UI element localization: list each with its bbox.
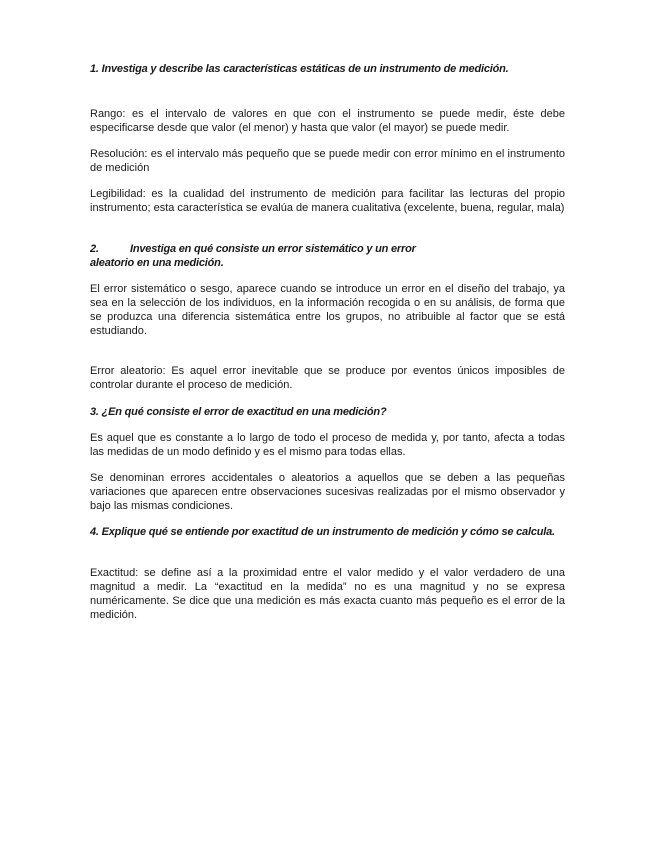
heading-4: 4. Explique qué se entiende por exactitud de un instrumento de medición y cómo se calcula. (90, 526, 555, 538)
paragraph-resolucion: Resolución: es el intervalo más pequeño que se puede medir con error mínimo en el instrumento de medición (90, 148, 565, 174)
paragraph-error-aleatorio: Error aleatorio: Es aquel error inevitable que se produce por eventos únicos imposibles de controlar durante el proceso de medición. (90, 365, 565, 391)
heading-2-line-2: aleatorio en una medición. (90, 257, 224, 269)
heading-2-number: 2. (90, 243, 99, 255)
paragraph-legibilidad: Legibilidad: es la cualidad del instrumento de medición para facilitar las lecturas del propio instrumento; esta característica se evalúa de manera cualitativa (excelente, buena, regular, mala) (90, 188, 565, 214)
heading-3: 3. ¿En qué consiste el error de exactitud en una medición? (90, 406, 387, 418)
paragraph-rango: Rango: es el intervalo de valores en que con el instrumento se puede medir, éste debe especificarse desde que valor (el menor) y hasta que valor (el mayor) se puede medir. (90, 108, 565, 134)
heading-1: 1. Investiga y describe las características estáticas de un instrumento de medición. (90, 63, 509, 75)
heading-2 (90, 242, 565, 270)
paragraph-error-sistematico: El error sistemático o sesgo, aparece cuando se introduce un error en el diseño del trabajo, ya sea en la selección de los individuos, en la información recogida o en su análisis, de forma que se produzca una diferencia sistemática entre los grupos, no atribuible al factor que se está estudiando. (90, 283, 565, 337)
paragraph-exactitud-definicion: Exactitud: se define así a la proximidad entre el valor medido y el valor verdadero de una magnitud a medir. La “exactitud en la medida” no es una magnitud y no se expresa numéricamente. Se dice que una medición es más exacta cuanto más pequeño es el error de la medición. (90, 567, 565, 621)
paragraph-exactitud-2: Se denominan errores accidentales o aleatorios a aquellos que se deben a las pequeñas variaciones que aparecen entre observaciones sucesivas realizadas por el mismo observador y bajo las mismas condiciones. (90, 472, 565, 512)
paragraph-exactitud-1: Es aquel que es constante a lo largo de todo el proceso de medida y, por tanto, afecta a todas las medidas de un modo definido y es el mismo para todas ellas. (90, 432, 565, 458)
heading-2-line-1: Investiga en qué consiste un error sistemático y un error (130, 243, 416, 255)
